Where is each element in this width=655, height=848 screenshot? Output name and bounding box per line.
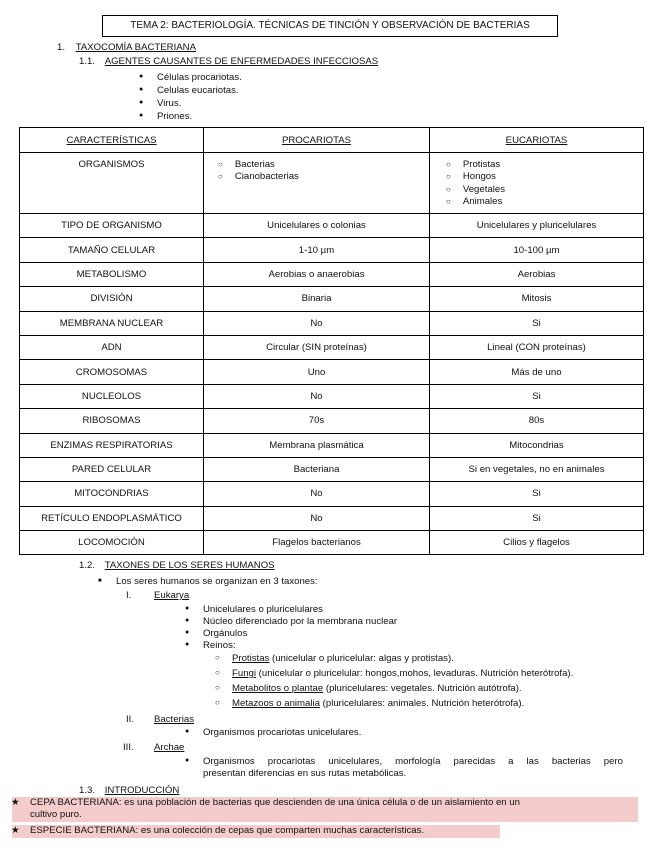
eucariotas-cell: Lineal (CON proteínas) <box>430 335 644 359</box>
taxon-name: Eukarya <box>154 590 190 601</box>
row-label: RIBOSOMAS <box>20 409 204 433</box>
procariotas-cell: Aerobias o anaerobias <box>204 262 430 286</box>
archae-heading <box>123 742 185 753</box>
list-item: ● Celulas eucariotas. <box>157 85 239 96</box>
list-item: ○ Protistas <box>446 159 643 171</box>
eucariotas-cell: 80s <box>430 409 644 433</box>
definition-line: ESPECIE BACTERIANA: es una colección de cepas que comparten muchas características. <box>30 825 425 836</box>
row-label: PARED CELULAR <box>20 457 204 481</box>
section-number: 1.1. <box>79 56 96 67</box>
reino-name: Fungi <box>232 668 256 679</box>
eucariotas-cell: Mitosis <box>430 287 644 311</box>
definition-line: CEPA BACTERIANA: es una población de bacterias que descienden de una única célula o de un aislamiento en un <box>30 797 520 808</box>
column-header: PROCARIOTAS <box>204 128 430 153</box>
section-label: TAXOCOMÍA BACTERIANA <box>75 42 196 53</box>
procariotas-cell: No <box>204 506 430 530</box>
list-item: ● Unicelulares o pluricelulares <box>203 604 323 615</box>
reino-desc: (pluricelulares: animales. Nutrición heterótrofa). <box>320 698 525 709</box>
reino-name: Metazoos o animalia <box>232 698 320 709</box>
definition-line: cultivo puro. <box>30 809 82 821</box>
column-header: EUCARIOTAS <box>430 128 644 153</box>
table-row <box>20 214 644 238</box>
list-item: ○ Bacterias <box>218 159 429 171</box>
section-1-1-heading <box>79 56 378 67</box>
list-item: ● Virus. <box>157 98 181 109</box>
reino-name: Protistas <box>232 653 270 664</box>
reino-item <box>232 653 454 664</box>
eucariotas-cell: Si <box>430 311 644 335</box>
table-row <box>20 360 644 384</box>
reino-name: Metabolitos o plantae <box>232 683 324 694</box>
page-title: TEMA 2: BACTERIOLOGÍA. TÉCNICAS DE TINCIÓN Y OBSERVACIÓN DE BACTERIAS <box>102 15 558 37</box>
row-label: DIVISIÓN <box>20 287 204 311</box>
list-item: ● Organismos procariotas unicelulares, morfología parecidas a las bacterias pero <box>203 756 623 767</box>
procariotas-cell: No <box>204 384 430 408</box>
procariotas-cell: Unicelulares o colonias <box>204 214 430 238</box>
reino-desc: (unicelular o pluricelular: algas y protistas). <box>269 653 454 664</box>
section-1-2-heading <box>79 560 275 571</box>
eucariotas-cell: Si en vegetales, no en animales <box>430 457 644 481</box>
list-item: ● Priones. <box>157 111 192 122</box>
list-item-continuation: presentan diferencias en sus rutas metabólicas. <box>203 768 407 779</box>
list-item: ○ Cianobacterias <box>218 171 429 183</box>
eucariotas-cell: 10-100 µm <box>430 238 644 262</box>
reino-item <box>232 683 522 694</box>
section-1-heading <box>57 42 196 53</box>
section-label: AGENTES CAUSANTES DE ENFERMEDADES INFECCIOSAS <box>104 56 379 67</box>
eucariotas-cell: Aerobias <box>430 262 644 286</box>
procariotas-cell: Binaria <box>204 287 430 311</box>
table-row <box>20 457 644 481</box>
reino-item <box>232 698 524 709</box>
list-item: ● Reinos: <box>203 640 236 651</box>
table-row <box>20 311 644 335</box>
row-label <box>20 153 204 214</box>
section-label: INTRODUCCIÓN <box>104 785 180 796</box>
section-number: 1. <box>57 42 66 53</box>
procariotas-cell: Bacteriana <box>204 457 430 481</box>
table-row <box>20 262 644 286</box>
star-icon: ★ <box>11 825 20 836</box>
table-row <box>20 409 644 433</box>
row-label: NUCLEOLOS <box>20 384 204 408</box>
organismos-label: ORGANISMOS <box>78 159 145 170</box>
row-label: CROMOSOMAS <box>20 360 204 384</box>
list-item: ● Organismos procariotas unicelulares. <box>203 727 361 738</box>
star-icon: ★ <box>11 797 20 808</box>
row-label: TAMAÑO CELULAR <box>20 238 204 262</box>
table-row <box>20 287 644 311</box>
list-item: ● Núcleo diferenciado por la membrana nuclear <box>203 616 397 627</box>
eucariotas-cell <box>430 153 644 214</box>
section-label: TAXONES DE LOS SERES HUMANOS <box>104 560 275 571</box>
row-label: ENZIMAS RESPIRATORIAS <box>20 433 204 457</box>
taxon-name: Archae <box>154 742 185 753</box>
list-item: ● Células procariotas. <box>157 72 242 83</box>
taxon-name: Bacterias <box>154 714 194 725</box>
procariotas-cell <box>204 153 430 214</box>
section-number: 1.2. <box>79 560 96 571</box>
table-row <box>20 153 644 214</box>
reino-item <box>232 668 573 679</box>
definition-cepa <box>12 797 638 822</box>
table-row <box>20 384 644 408</box>
procariotas-cell: No <box>204 311 430 335</box>
list-item: ○ Vegetales <box>446 184 643 196</box>
procariotas-cell: Membrana plasmática <box>204 433 430 457</box>
table-row <box>20 482 644 506</box>
definition-especie <box>12 825 500 838</box>
eucariotas-cell: Cilios y flagelos <box>430 531 644 555</box>
table-header-row <box>20 128 644 153</box>
row-label: RETÍCULO ENDOPLASMÁTICO <box>20 506 204 530</box>
procariotas-cell: Flagelos bacterianos <box>204 531 430 555</box>
table-row <box>20 335 644 359</box>
column-header: CARACTERÍSTICAS <box>20 128 204 153</box>
numeral: I. <box>126 590 132 601</box>
procariotas-cell: No <box>204 482 430 506</box>
list-item: ○ Hongos <box>446 171 643 183</box>
table-row <box>20 531 644 555</box>
numeral: II. <box>126 714 134 725</box>
row-label: MEMBRANA NUCLEAR <box>20 311 204 335</box>
table-row <box>20 506 644 530</box>
procariotas-cell: 70s <box>204 409 430 433</box>
numeral: III. <box>123 742 134 753</box>
section-number: 1.3. <box>79 785 96 796</box>
procariotas-cell: Uno <box>204 360 430 384</box>
section-1-3-heading <box>79 785 179 796</box>
eucariotas-cell: Unicelulares y pluricelulares <box>430 214 644 238</box>
eucariotas-cell: Más de uno <box>430 360 644 384</box>
procariotas-cell: 1-10 µm <box>204 238 430 262</box>
list-item: ■ Los seres humanos se organizan en 3 taxones: <box>116 576 318 587</box>
comparison-table <box>19 127 644 555</box>
eucariotas-cell: Si <box>430 482 644 506</box>
row-label: TIPO DE ORGANISMO <box>20 214 204 238</box>
reino-desc: (unicelular o pluricelular: hongos,mohos, levaduras. Nutrición heterótrofa). <box>256 668 574 679</box>
row-label: LOCOMOCIÓN <box>20 531 204 555</box>
list-item: ○ Animales <box>446 196 643 208</box>
eukarya-heading <box>126 590 190 601</box>
eucariotas-cell: Mitocondrias <box>430 433 644 457</box>
row-label: MITOCONDRIAS <box>20 482 204 506</box>
eucariotas-cell: Si <box>430 384 644 408</box>
row-label: METABOLISMO <box>20 262 204 286</box>
table-row <box>20 433 644 457</box>
procariotas-cell: Circular (SIN proteínas) <box>204 335 430 359</box>
table-row <box>20 238 644 262</box>
row-label: ADN <box>20 335 204 359</box>
reino-desc: (pluricelulares: vegetales. Nutrición autótrofa). <box>323 683 522 694</box>
bacterias-heading <box>126 714 194 725</box>
list-item: ● Orgánulos <box>203 628 247 639</box>
eucariotas-cell: Si <box>430 506 644 530</box>
